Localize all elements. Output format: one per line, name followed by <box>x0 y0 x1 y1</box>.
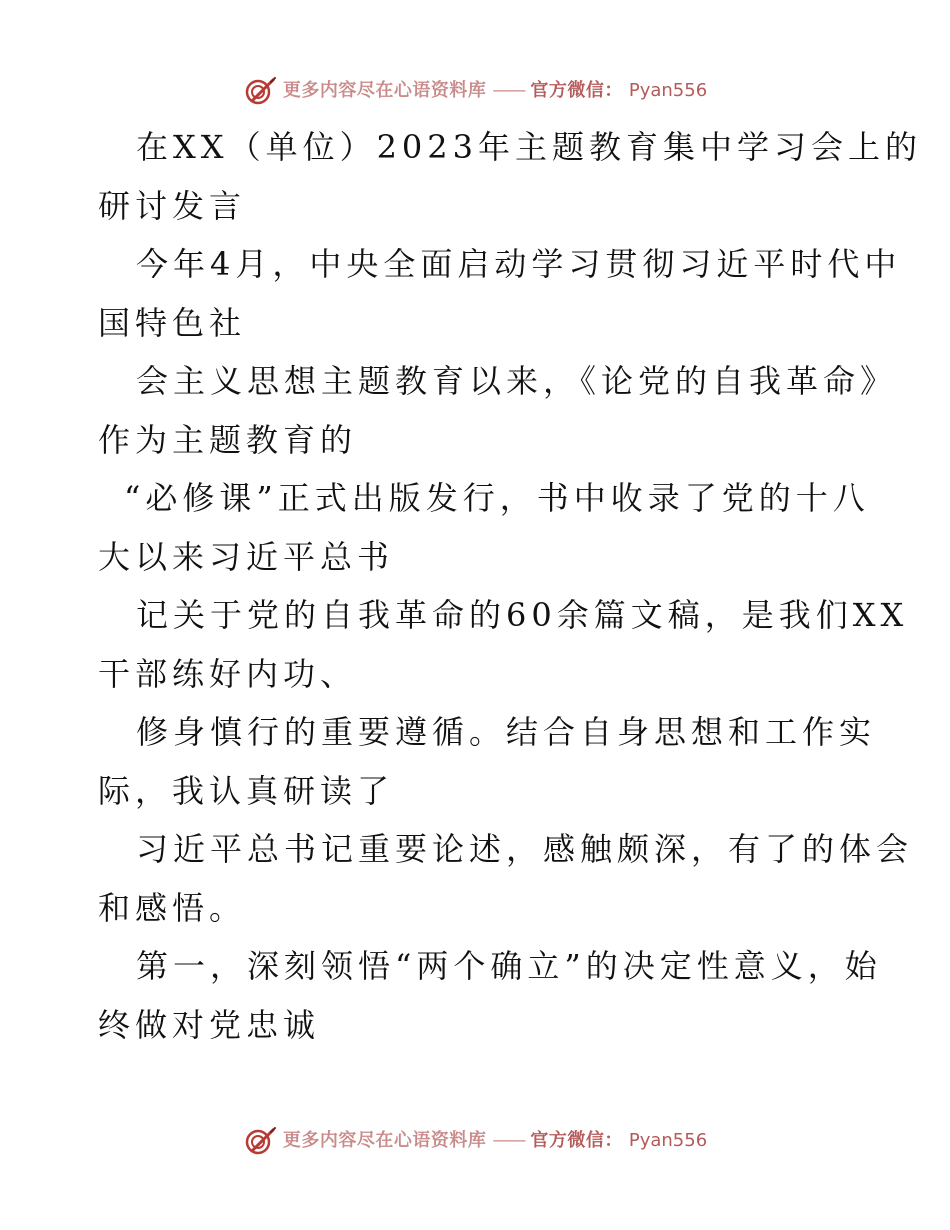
watermark-contact-id: Pyan556 <box>628 80 708 101</box>
paragraph-line: 修身慎行的重要遵循。结合自身思想和工作实 <box>136 713 877 751</box>
paragraph-line: 会主义思想主题教育以来，《论党的自我革命》 <box>136 362 898 400</box>
brush-swirl-logo-icon <box>243 1126 277 1156</box>
paragraph-line: 今年4月，中央全面启动学习贯彻习近平时代中 <box>136 245 902 283</box>
watermark-contact-label: 官方微信： <box>530 1130 623 1151</box>
watermark-separator: —— <box>492 80 525 101</box>
header-watermark <box>0 76 950 106</box>
watermark-site-text: 更多内容尽在心语资料库 <box>282 1130 487 1151</box>
paragraph-line: 大以来习近平总书 <box>98 537 395 576</box>
footer-watermark <box>0 1126 950 1156</box>
paragraph-line: 干部练好内功、 <box>98 654 358 693</box>
paragraph-line: 国特色社 <box>98 303 247 342</box>
section-heading-line: 第一，深刻领悟“两个确立”的决定性意义，始 <box>136 947 882 985</box>
paragraph-line: 习近平总书记重要论述，感触颇深，有了的体会 <box>136 830 914 868</box>
watermark-separator: —— <box>492 1130 525 1151</box>
paragraph-line: 和感悟。 <box>98 888 247 927</box>
paragraph-line: 作为主题教育的 <box>98 420 358 459</box>
watermark-site-text: 更多内容尽在心语资料库 <box>282 80 487 101</box>
watermark-contact-id: Pyan556 <box>628 1130 708 1151</box>
document-title-line-2: 研讨发言 <box>98 186 247 225</box>
section-heading-line: 终做对党忠诚 <box>98 1005 321 1044</box>
paragraph-line: 记关于党的自我革命的60余篇文稿，是我们XX <box>136 596 909 634</box>
document-body <box>98 118 923 1054</box>
brush-swirl-logo-icon <box>243 76 277 106</box>
watermark-contact-label: 官方微信： <box>530 80 623 101</box>
paragraph-line: “必修课”正式出版发行，书中收录了党的十八 <box>124 479 870 517</box>
document-title-line-1: 在XX（单位）2023年主题教育集中学习会上的 <box>136 128 923 166</box>
paragraph-line: 际，我认真研读了 <box>98 771 395 810</box>
